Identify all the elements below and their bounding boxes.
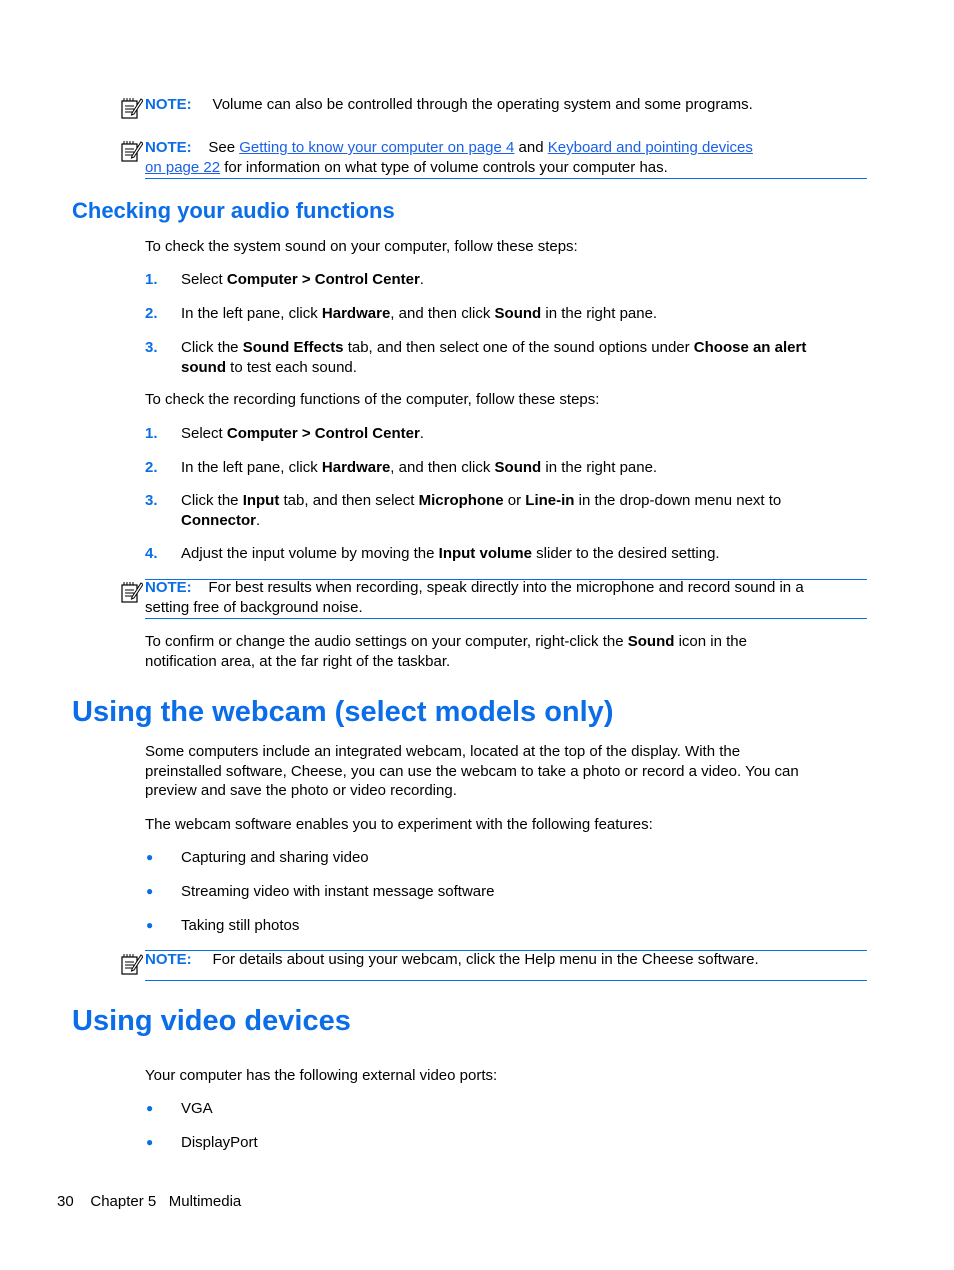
step-item: Click the Sound Effects tab, and then select one of the sound options under Choose an alert sound to test each sound. — [181, 339, 807, 376]
page-number: 30 — [57, 1193, 74, 1210]
step-item: In the left pane, click Hardware, and then click Sound in the right pane. — [181, 305, 658, 322]
link-keyboard-pointing-page[interactable]: on page 22 — [145, 158, 221, 176]
step-item: In the left pane, click Hardware, and then click Sound in the right pane. — [181, 459, 658, 476]
note-text: See — [208, 139, 240, 156]
note-text: and — [514, 139, 548, 156]
paragraph: To check the system sound on your computer, follow these steps: — [145, 238, 578, 255]
bullet-marker: ● — [146, 1135, 154, 1149]
chapter-title: Chapter 5 Multimedia — [90, 1193, 242, 1210]
link-keyboard-pointing[interactable]: Keyboard and pointing devices — [547, 139, 753, 156]
step-number: 2. — [145, 459, 158, 476]
bullet-marker: ● — [146, 850, 154, 864]
list-item: DisplayPort — [181, 1134, 258, 1151]
note-text: Volume can also be controlled through the operating system and some programs. — [212, 96, 753, 113]
bullet-marker: ● — [146, 1101, 154, 1115]
paragraph: Your computer has the following external video ports: — [145, 1067, 498, 1084]
note-text: setting free of background noise. — [145, 598, 363, 616]
note-icon — [119, 96, 143, 120]
paragraph: Some computers include an integrated webcam, located at the top of the display. With the preinstalled software, Cheese, you can use the webcam to take a photo or record a video. You can preview and save the photo or video recording. — [145, 743, 799, 799]
note-label: NOTE: — [145, 96, 192, 113]
note-text: For best results when recording, speak directly into the microphone and record sound in a — [208, 579, 804, 596]
note-label: NOTE: — [145, 579, 192, 596]
bullet-marker: ● — [146, 918, 154, 932]
link-getting-to-know[interactable]: Getting to know your computer on page 4 — [239, 139, 515, 156]
step-number: 1. — [145, 425, 158, 442]
note-recording — [145, 578, 865, 617]
step-number: 4. — [145, 545, 158, 562]
note-label: NOTE: — [145, 951, 192, 968]
list-item: Streaming video with instant message software — [181, 883, 495, 900]
section-heading-video: Using video devices — [72, 1005, 351, 1037]
note-icon — [119, 952, 143, 976]
note-volume-controls — [145, 138, 865, 177]
note-divider — [145, 618, 867, 619]
section-heading-webcam: Using the webcam (select models only) — [72, 696, 614, 728]
list-item: Taking still photos — [181, 917, 300, 934]
bullet-marker: ● — [146, 884, 154, 898]
step-number: 1. — [145, 271, 158, 288]
paragraph: To confirm or change the audio settings on your computer, right-click the Sound icon in the notification area, at the far right of the taskbar. — [145, 633, 747, 670]
step-item: Select Computer > Control Center. — [181, 425, 424, 442]
step-number: 2. — [145, 305, 158, 322]
list-item: Capturing and sharing video — [181, 849, 369, 866]
step-number: 3. — [145, 492, 158, 509]
note-icon — [119, 580, 143, 604]
step-item: Click the Input tab, and then select Microphone or Line-in in the drop-down menu next to Connector. — [181, 492, 782, 529]
note-webcam — [145, 950, 759, 970]
note-text: For details about using your webcam, click the Help menu in the Cheese software. — [212, 951, 759, 968]
page-footer — [57, 1192, 241, 1212]
note-volume — [145, 95, 753, 115]
note-text: for information on what type of volume controls your computer has. — [220, 158, 668, 176]
step-item: Adjust the input volume by moving the Input volume slider to the desired setting. — [181, 545, 720, 562]
step-number: 3. — [145, 339, 158, 356]
step-item: Select Computer > Control Center. — [181, 271, 424, 288]
list-item: VGA — [181, 1100, 213, 1117]
note-label: NOTE: — [145, 139, 192, 156]
note-divider — [145, 178, 867, 179]
note-icon — [119, 139, 143, 163]
section-heading-audio: Checking your audio functions — [72, 198, 395, 223]
paragraph: To check the recording functions of the computer, follow these steps: — [145, 391, 600, 408]
paragraph: The webcam software enables you to experiment with the following features: — [145, 816, 653, 833]
note-divider — [145, 980, 867, 981]
